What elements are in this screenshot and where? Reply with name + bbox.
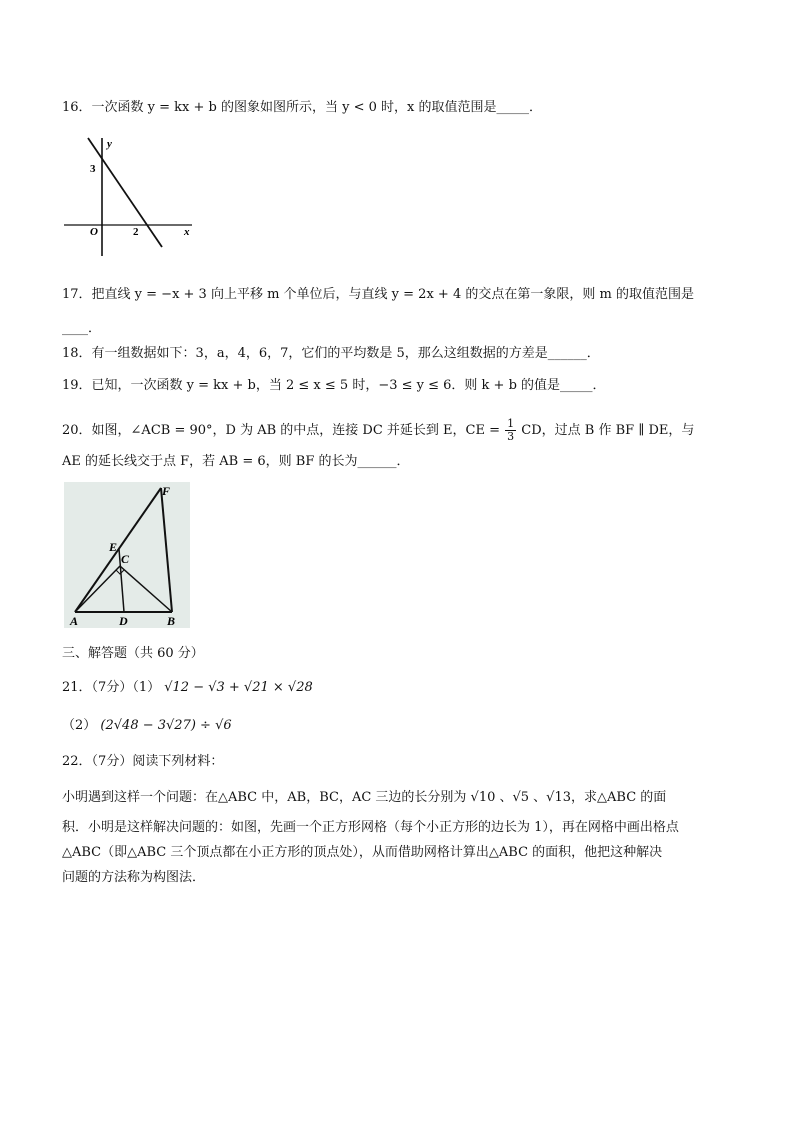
question-21-part2 — [62, 717, 232, 735]
section-3-heading: 三、解答题（共 60 分） — [62, 646, 204, 661]
q20-text-a: 20．如图，∠ACB = 90°，D 为 AB 的中点，连接 DC 并延长到 E，CE = — [62, 423, 501, 438]
q21-part2-expression: (2√48 − 3√27) ÷ √6 — [100, 718, 232, 733]
question-22-para-line3: △ABC（即△ABC 三个顶点都在小正方形的顶点处），从而借助网格计算出△ABC 的面积，他把这种解决 — [62, 845, 663, 860]
q16-graph — [60, 134, 200, 260]
label-B: B — [167, 614, 176, 628]
question-17-line2: ____． — [62, 321, 102, 336]
question-22-heading: 22．（7分）阅读下列材料： — [62, 754, 224, 769]
q21-part2-label: （2） — [62, 718, 97, 733]
q20-triangle-figure — [64, 482, 190, 628]
q21-part1-expression: √12 − √3 + √21 × √28 — [164, 680, 313, 695]
question-21-part1 — [62, 679, 313, 697]
question-22-para-line4: 问题的方法称为构图法． — [62, 870, 206, 885]
x-axis-label: x — [184, 226, 190, 238]
label-D: D — [119, 614, 128, 628]
label-A: A — [70, 614, 79, 628]
function-line — [88, 138, 162, 247]
fraction-denominator: 3 — [507, 430, 515, 443]
fraction-numerator: 1 — [507, 417, 515, 430]
x-intercept-label: 2 — [133, 226, 139, 238]
question-20-line1 — [62, 418, 694, 443]
y-axis-label: y — [107, 138, 112, 150]
label-C: C — [121, 552, 130, 566]
y-intercept-label: 3 — [90, 163, 96, 175]
question-19: 19．已知，一次函数 y = kx + b，当 2 ≤ x ≤ 5 时，−3 ≤ y ≤ 6．则 k + b 的值是_____． — [62, 378, 606, 393]
label-E: E — [109, 540, 118, 554]
q20-text-b: CD，过点 B 作 BF ∥ DE，与 — [521, 423, 695, 438]
question-16: 16．一次函数 y = kx + b 的图象如图所示，当 y < 0 时，x 的取值范围是_____． — [62, 100, 542, 115]
fraction-one-third — [505, 418, 516, 443]
question-22-para-line1: 小明遇到这样一个问题：在△ABC 中，AB，BC，AC 三边的长分别为 √10 、√5 、√13，求△ABC 的面 — [62, 790, 667, 805]
question-20-line2: AE 的延长线交于点 F，若 AB = 6，则 BF 的长为______． — [62, 454, 410, 469]
label-F: F — [162, 484, 171, 498]
question-18: 18．有一组数据如下：3，a，4，6，7，它们的平均数是 5，那么这组数据的方差是______． — [62, 346, 600, 361]
origin-label: O — [90, 226, 98, 238]
question-22-para-line2: 积．小明是这样解决问题的：如图，先画一个正方形网格（每个小正方形的边长为 1），再在网格中画出格点 — [62, 820, 679, 835]
q21-part1-label: 21．（7分）（1） — [62, 680, 161, 695]
question-17-line1: 17．把直线 y = −x + 3 向上平移 m 个单位后，与直线 y = 2x + 4 的交点在第一象限，则 m 的取值范围是 — [62, 287, 694, 302]
